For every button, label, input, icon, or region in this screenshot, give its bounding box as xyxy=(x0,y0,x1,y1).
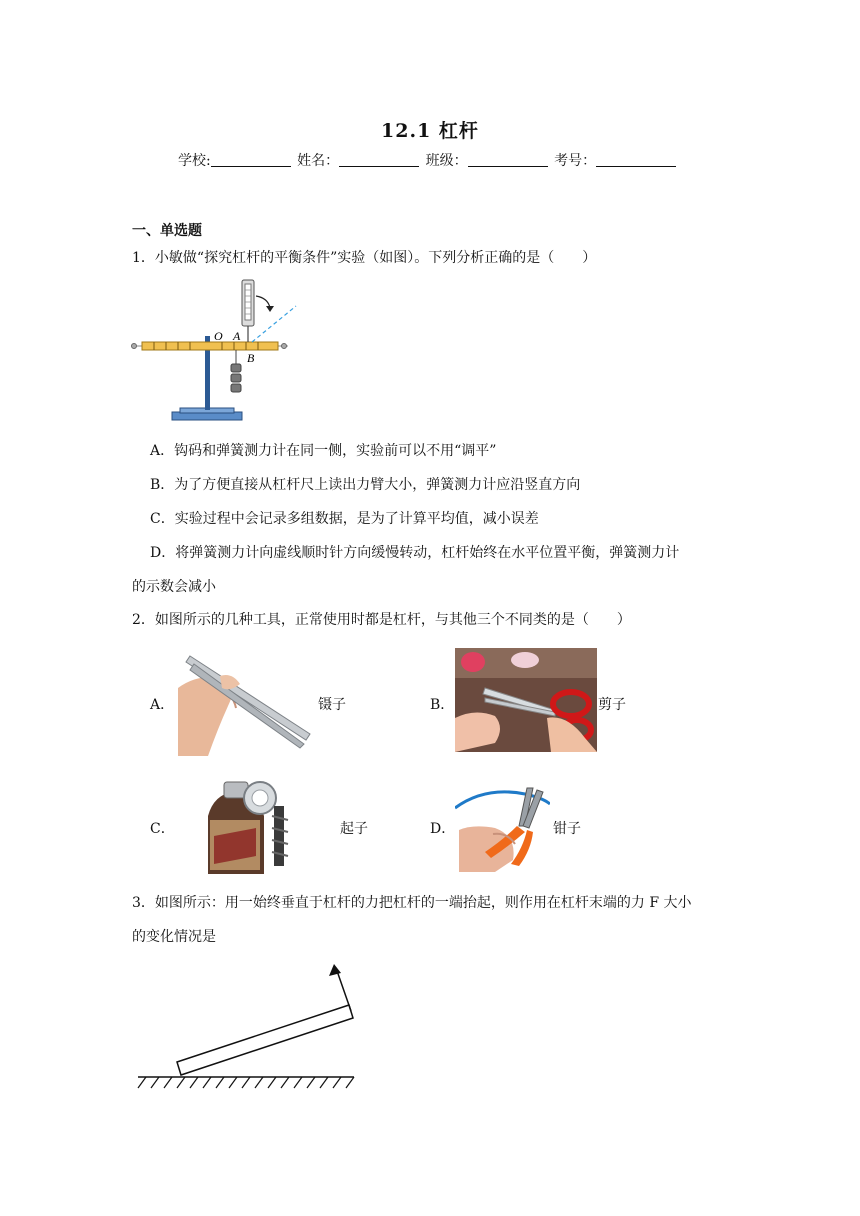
exam-number-blank xyxy=(596,152,676,167)
class-label: 班级： xyxy=(425,153,468,169)
section-heading: 一、单选题 xyxy=(132,223,202,239)
q1-option-b: B．为了方便直接从杠杆尺上读出力臂大小，弹簧测力计应沿竖直方向 xyxy=(150,477,581,493)
school-blank xyxy=(211,152,291,167)
class-blank xyxy=(468,152,548,167)
q2-option-c-letter: C． xyxy=(150,821,175,837)
point-label-b: B xyxy=(247,351,255,365)
question-2-stem: 2．如图所示的几种工具，正常使用时都是杠杆，与其他三个不同类的是（ ） xyxy=(132,612,631,628)
school-label: 学校: xyxy=(178,153,211,169)
question-3-line-1: 3．如图所示：用一始终垂直于杠杆的力把杠杆的一端抬起，则作用在杠杆末端的力 F 大小 xyxy=(132,895,692,911)
pliers-photo xyxy=(455,780,550,872)
q1-option-c: C．实验过程中会记录多组数据，是为了计算平均值，减小误差 xyxy=(150,511,539,527)
q2-option-c-name: 起子 xyxy=(340,821,368,837)
question-1-stem: 1．小敏做“探究杠杆的平衡条件”实验（如图）。下列分析正确的是（ ） xyxy=(132,250,597,266)
q2-option-a-letter: A． xyxy=(150,697,175,713)
lever-experiment-figure xyxy=(128,276,298,426)
q2-option-d-letter: D． xyxy=(430,821,456,837)
scissors-photo xyxy=(455,648,597,752)
point-label-a: A xyxy=(233,329,241,343)
q1-option-d-continued: 的示数会减小 xyxy=(132,579,216,595)
q2-option-b-name: 剪子 xyxy=(598,697,626,713)
q1-option-a: A．钩码和弹簧测力计在同一侧，实验前可以不用“调平” xyxy=(150,443,497,459)
q2-option-d-name: 钳子 xyxy=(553,821,581,837)
q1-option-d: D．将弹簧测力计向虚线顺时针方向缓慢转动，杠杆始终在水平位置平衡，弹簧测力计 xyxy=(150,545,680,561)
name-label: 姓名： xyxy=(297,153,340,169)
q2-option-b-letter: B． xyxy=(430,697,455,713)
student-info-line xyxy=(178,150,678,170)
pivot-label-o: O xyxy=(214,329,223,343)
question-3-line-2: 的变化情况是 xyxy=(132,929,216,945)
page-title: 12.1 杠杆 xyxy=(381,120,479,142)
exam-number-label: 考号： xyxy=(554,153,597,169)
bottle-opener-photo xyxy=(178,776,328,874)
lever-lift-figure xyxy=(132,960,362,1096)
q2-option-a-name: 镊子 xyxy=(318,697,346,713)
tweezers-photo xyxy=(178,648,313,756)
name-blank xyxy=(339,152,419,167)
